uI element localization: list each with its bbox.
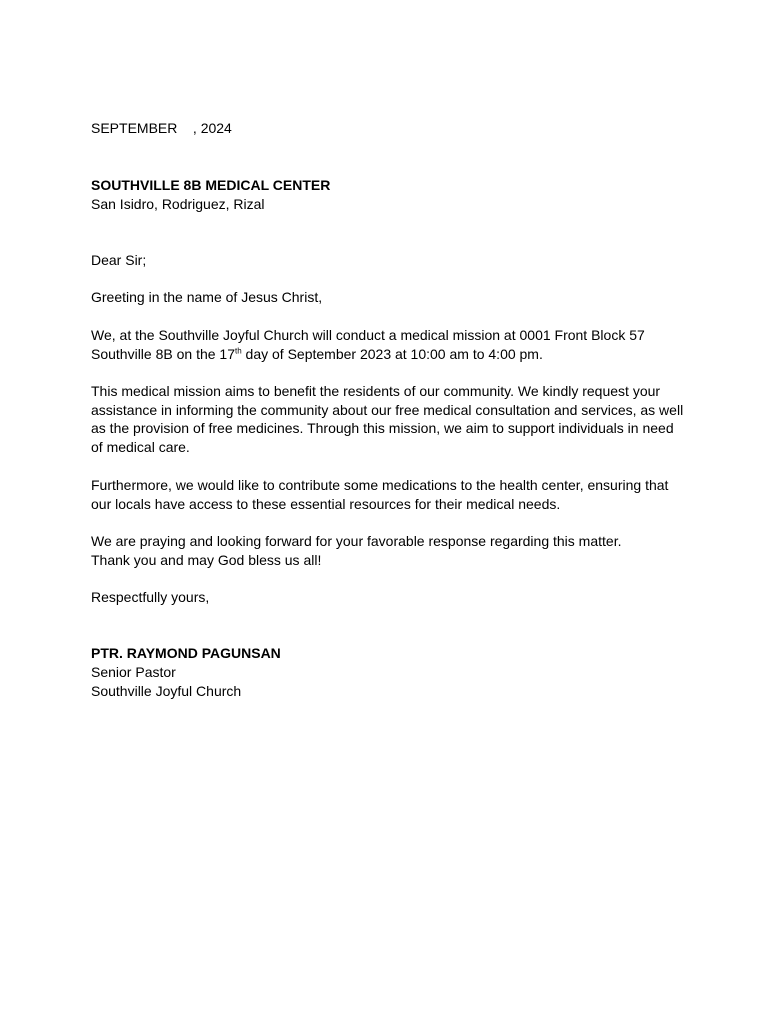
- paragraph-1-line-2-start: Southville 8B on the 17: [91, 346, 235, 362]
- paragraph-2-line-3: as the provision of free medicines. Through this mission, we aim to support individuals in need: [91, 420, 674, 436]
- paragraph-2-line-4: of medical care.: [91, 439, 190, 455]
- ordinal-suffix: th: [235, 346, 242, 356]
- recipient-address: San Isidro, Rodriguez, Rizal: [91, 196, 265, 212]
- paragraph-3-line-1: Furthermore, we would like to contribute some medications to the health center, ensuring that: [91, 477, 669, 493]
- paragraph-2-line-1: This medical mission aims to benefit the residents of our community. We kindly request your: [91, 383, 661, 399]
- salutation: Dear Sir;: [91, 252, 147, 268]
- paragraph-1-line-2-end: day of September 2023 at 10:00 am to 4:00 pm.: [241, 346, 543, 362]
- signatory-name: PTR. RAYMOND PAGUNSAN: [91, 645, 281, 661]
- paragraph-4-line-1: We are praying and looking forward for your favorable response regarding this matter.: [91, 533, 622, 549]
- paragraph-1-line-2: [91, 345, 543, 364]
- recipient-name: SOUTHVILLE 8B MEDICAL CENTER: [91, 177, 331, 193]
- signatory-organization: Southville Joyful Church: [91, 683, 242, 699]
- paragraph-4-line-2: Thank you and may God bless us all!: [91, 552, 322, 568]
- paragraph-2-line-2: assistance in informing the community about our free medical consultation and services, as well: [91, 402, 684, 418]
- paragraph-1-line-1: We, at the Southville Joyful Church will conduct a medical mission at 0001 Front Block 57: [91, 327, 645, 343]
- letter-date: SEPTEMBER , 2024: [91, 120, 232, 136]
- signatory-title: Senior Pastor: [91, 664, 176, 680]
- paragraph-3-line-2: our locals have access to these essential resources for their medical needs.: [91, 496, 561, 512]
- closing: Respectfully yours,: [91, 589, 210, 605]
- greeting: Greeting in the name of Jesus Christ,: [91, 289, 323, 305]
